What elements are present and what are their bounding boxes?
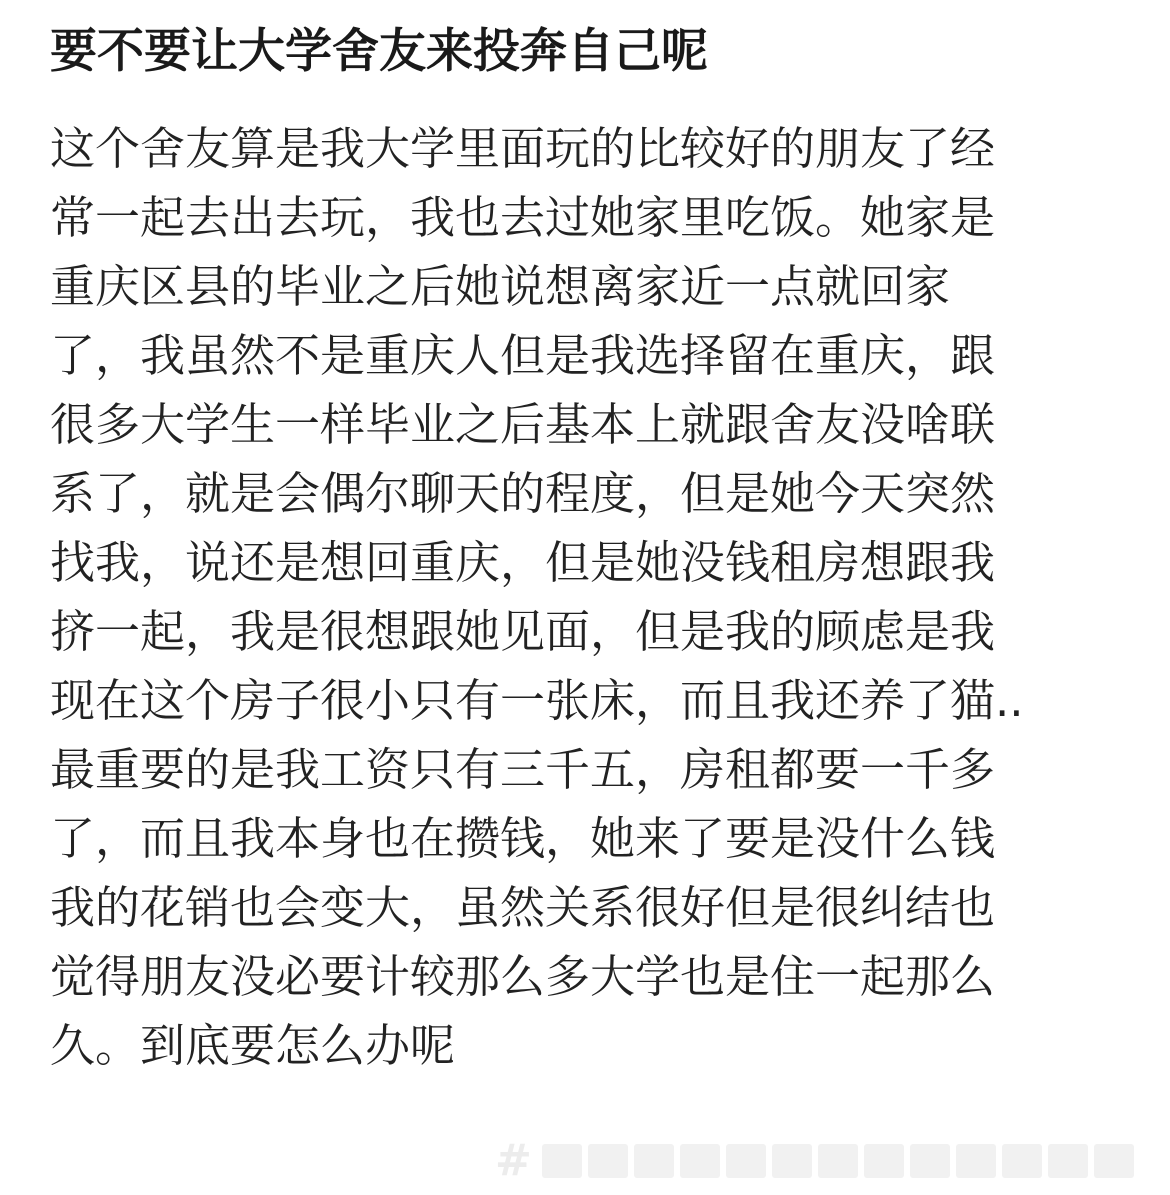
watermark-glyph: [1048, 1144, 1088, 1178]
watermark-glyph: [818, 1144, 858, 1178]
watermark-text-placeholder: [542, 1144, 1134, 1178]
watermark-glyph: [588, 1144, 628, 1178]
post-body-line: 系了，就是会偶尔聊天的程度，但是她今天突然: [50, 467, 996, 520]
post-body-line: 我的花销也会变大，虽然关系很好但是很纠结也: [50, 881, 996, 934]
watermark-glyph: [956, 1144, 996, 1178]
post-body: [50, 114, 1160, 1080]
post-body-line: 重庆区县的毕业之后她说想离家近一点就回家: [50, 260, 951, 313]
post-body-line: 很多大学生一样毕业之后基本上就跟舍友没啥联: [50, 398, 996, 451]
post-body-line: 现在这个房子很小只有一张床，而且我还养了猫..: [50, 674, 1024, 727]
watermark-glyph: [864, 1144, 904, 1178]
watermark-glyph: [634, 1144, 674, 1178]
watermark-glyph: [772, 1144, 812, 1178]
watermark-glyph: [1002, 1144, 1042, 1178]
watermark-glyph: [910, 1144, 950, 1178]
post-body-line: 挤一起，我是很想跟她见面，但是我的顾虑是我: [50, 605, 996, 658]
watermark: [495, 1135, 1134, 1186]
hashtag-icon: #: [495, 1135, 532, 1186]
watermark-glyph: [542, 1144, 582, 1178]
post-body-line: 久。到底要怎么办呢: [50, 1019, 456, 1072]
post-body-line: 了，我虽然不是重庆人但是我选择留在重庆，跟: [50, 329, 996, 382]
watermark-glyph: [680, 1144, 720, 1178]
watermark-glyph: [726, 1144, 766, 1178]
post-body-line: 找我，说还是想回重庆，但是她没钱租房想跟我: [50, 536, 996, 589]
post-body-line: 觉得朋友没必要计较那么多大学也是住一起那么: [50, 950, 996, 1003]
post-body-line: 最重要的是我工资只有三千五，房租都要一千多: [50, 743, 996, 796]
post-body-line: 常一起去出去玩，我也去过她家里吃饭。她家是: [50, 191, 996, 244]
post-body-line: 这个舍友算是我大学里面玩的比较好的朋友了经: [50, 122, 996, 175]
post-title: 要不要让大学舍友来投奔自己呢: [50, 24, 708, 79]
watermark-glyph: [1094, 1144, 1134, 1178]
post-body-line: 了，而且我本身也在攒钱，她来了要是没什么钱: [50, 812, 996, 865]
